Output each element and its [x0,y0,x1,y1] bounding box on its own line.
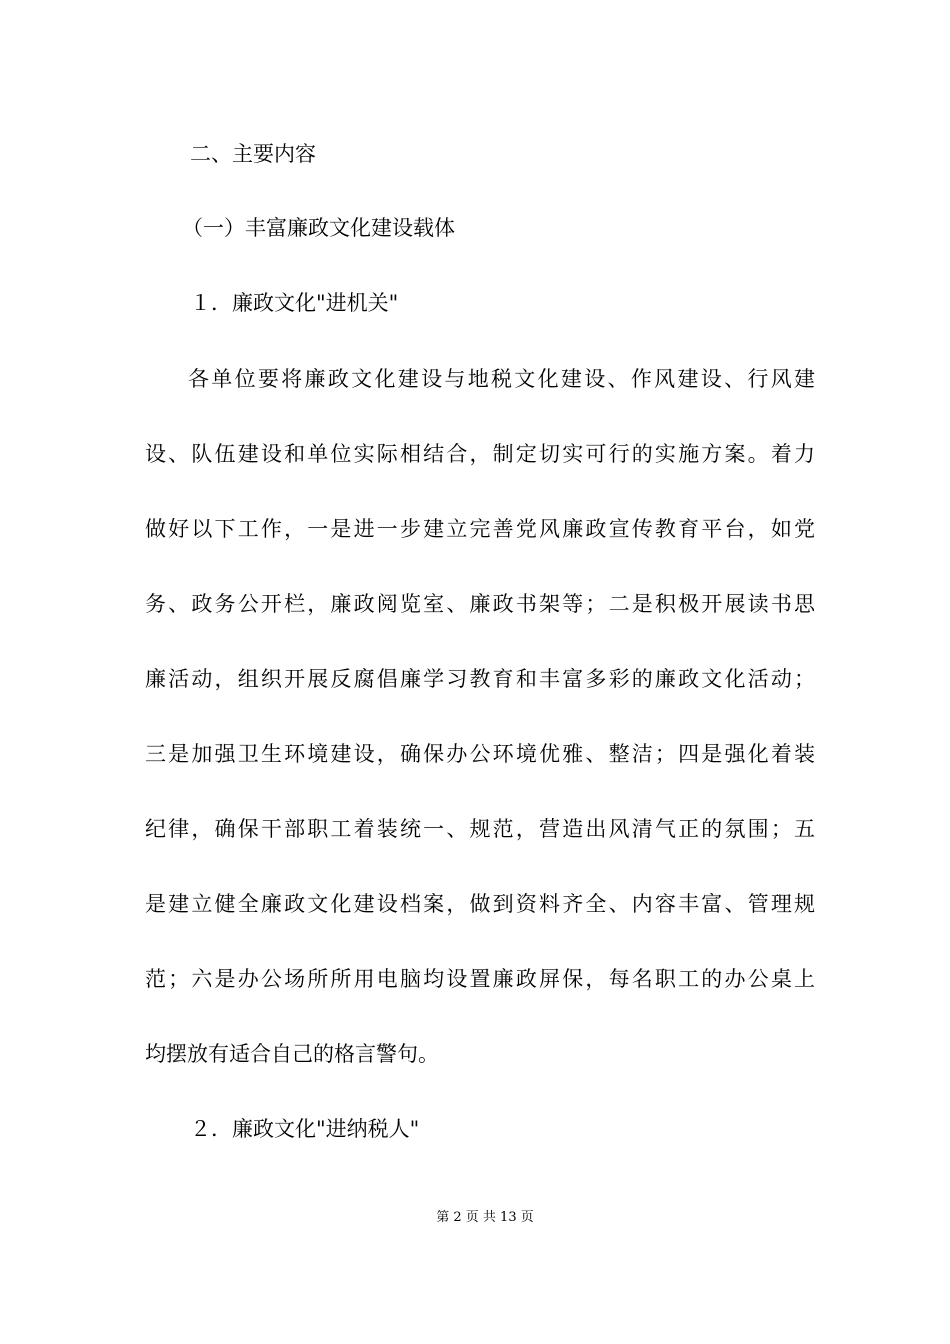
paragraph-line: 范；六是办公场所所用电脑均设置廉政屏保，每名职工的办公桌上 [145,967,815,991]
paragraph-line: 务、政务公开栏，廉政阅览室、廉政书架等；二是积极开展读书思 [145,592,815,616]
paragraph-line: 是建立健全廉政文化建设档案，做到资料齐全、内容丰富、管理规 [145,892,815,916]
paragraph-line: 做好以下工作，一是进一步建立完善党风廉政宣传教育平台，如党 [145,517,815,541]
subsection-heading: （一）丰富廉政文化建设载体 [182,216,455,240]
item2-heading: ２．廉政文化"进纳税人" [190,1117,420,1141]
section-heading: 二、主要内容 [190,142,316,166]
paragraph-line: 设、队伍建设和单位实际相结合，制定切实可行的实施方案。着力 [145,442,815,466]
item1-heading: １．廉政文化"进机关" [190,291,399,315]
paragraph-line: 三是加强卫生环境建设，确保办公环境优雅、整洁；四是强化着装 [145,742,815,766]
paragraph-line: 各单位要将廉政文化建设与地税文化建设、作风建设、行风建 [188,367,815,391]
paragraph-line: 均摆放有适合自己的格言警句。 [145,1042,439,1066]
paragraph-line: 纪律，确保干部职工着装统一、规范，营造出风清气正的氛围；五 [145,817,815,841]
page-number-footer: 第 2 页 共 13 页 [436,1210,534,1225]
paragraph-line: 廉活动，组织开展反腐倡廉学习教育和丰富多彩的廉政文化活动； [145,667,815,691]
